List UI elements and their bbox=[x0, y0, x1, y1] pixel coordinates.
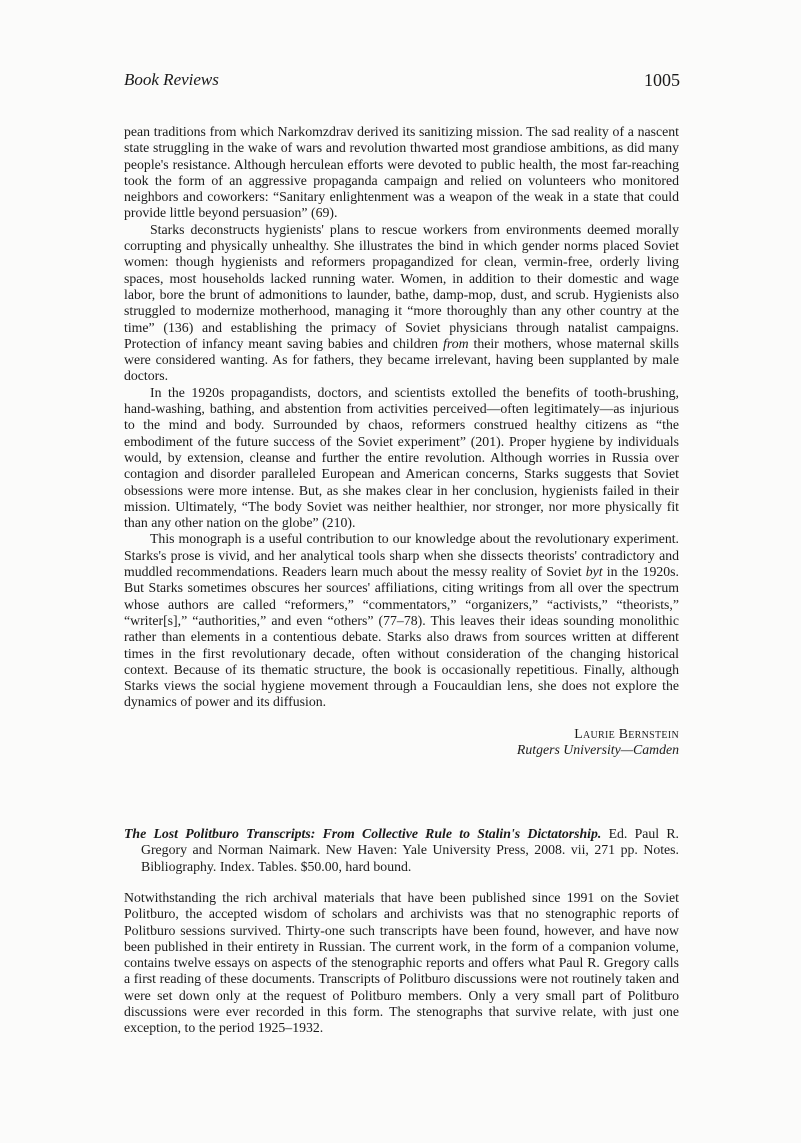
paragraph: In the 1920s propagandists, doctors, and scientists extolled the benefits of tooth-brushing, hand-washing, bathing, and abstention from activities perceived—often legitimately—as injurious to the mind and body. Surrounded by chaos, reformers construed healthy citizens as “the embodiment of the future success of the Soviet experiment” (201). Proper hygiene by individuals would, by extension, cleanse and further the entire revolution. Although worries in Russia over contagion and disorder paralleled European and American concerns, Starks suggests that Soviet obsessions were more intense. But, as she makes clear in her conclusion, hygienists failed in their mission. Ultimately, “The body Soviet was neither healthier, nor stronger, nor more physically fit than any other nation on the globe” (210). bbox=[124, 384, 679, 531]
paragraph: This monograph is a useful contribution to our knowledge about the revolutionary experiment. Starks's prose is vivid, and her analytical tools sharp when she dissects theorists' contradictory and muddled recommendations. Readers learn much about the messy reality of Soviet byt in the 1920s. But Starks sometimes obscures her sources' affiliations, citing writings from all over the spectrum whose authors are called “reformers,” “commentators,” “organizers,” “activists,” “theorists,” “writer[s],” “authorities,” and even “others” (77–78). This leaves their ideas sounding monolithic rather than elements in a contentious debate. Starks also draws from sources written at different times in the first revolutionary decade, often without consideration of the changing historical context. Because of its thematic structure, the book is occasionally repetitious. Finally, although Starks views the social hygiene movement through a Foucauldian lens, she does not explore the dynamics of power and its diffusion. bbox=[124, 531, 679, 710]
reviewer-signature bbox=[124, 726, 679, 759]
review-politburo bbox=[124, 890, 679, 1037]
book-details: Ed. Paul R. Gregory and Norman Naimark. New Haven: Yale University Press, 2008. vii, 271 pp. Notes. Bibliography. Index. Tables. $50.00, hard bound. bbox=[141, 826, 680, 874]
reviewer-affiliation: Rutgers University—Camden bbox=[516, 741, 679, 757]
paragraph: Starks deconstructs hygienists' plans to rescue workers from environments deemed morally corrupting and physically unhealthy. She illustrates the bind in which gender norms placed Soviet women: though hygienists and reformers propagandized for clean, vermin-free, orderly living spaces, most households lacked running water. Women, in addition to their domestic and wage labor, bore the brunt of admonitions to launder, bathe, damp-mop, dust, and scrub. Hygienists also struggled to modernize motherhood, managing it “more thoroughly than any other country at the time” (136) and establishing the primacy of Soviet physicians through natalist campaigns. Protection of infancy meant saving babies and children from their mothers, whose maternal skills were considered wanting. As for fathers, they became irrelevant, having been supplanted by male doctors. bbox=[124, 221, 679, 384]
book-title: The Lost Politburo Transcripts: From Collective Rule to Stalin's Dictatorship. bbox=[124, 826, 602, 841]
review-starks-continued bbox=[124, 124, 679, 758]
book-citation bbox=[124, 826, 679, 875]
running-head bbox=[124, 70, 680, 94]
running-title: Book Reviews bbox=[124, 70, 219, 89]
page-number: 1005 bbox=[644, 70, 680, 90]
reviewer-name: Laurie Bernstein bbox=[574, 725, 679, 741]
paragraph: pean traditions from which Narkomzdrav derived its sanitizing mission. The sad reality of a nascent state struggling in the wake of wars and revolution thwarted most grandiose ambitions, as did many people's resistance. Although herculean efforts were devoted to public health, the most far-reaching took the form of an aggressive propaganda campaign and relied on volunteers who monitored neighbors and coworkers: “Sanitary enlightenment was a weapon of the weak in a state that could provide little beyond persuasion” (69). bbox=[124, 124, 679, 221]
paragraph: Notwithstanding the rich archival materials that have been published since 1991 on the Soviet Politburo, the accepted wisdom of scholars and archivists was that no stenographic reports of Politburo sessions survived. Thirty-one such transcripts have been found, however, and have now been published in their entirety in Russian. The current work, in the form of a companion volume, contains twelve essays on aspects of the stenographic reports and offers what Paul R. Gregory calls a first reading of these documents. Transcripts of Politburo discussions were not routinely taken and were set down only at the request of Politburo members. Only a very small part of Politburo discussions were ever recorded in this form. The stenographs that survive relate, with just one exception, to the period 1925–1932. bbox=[124, 890, 679, 1036]
